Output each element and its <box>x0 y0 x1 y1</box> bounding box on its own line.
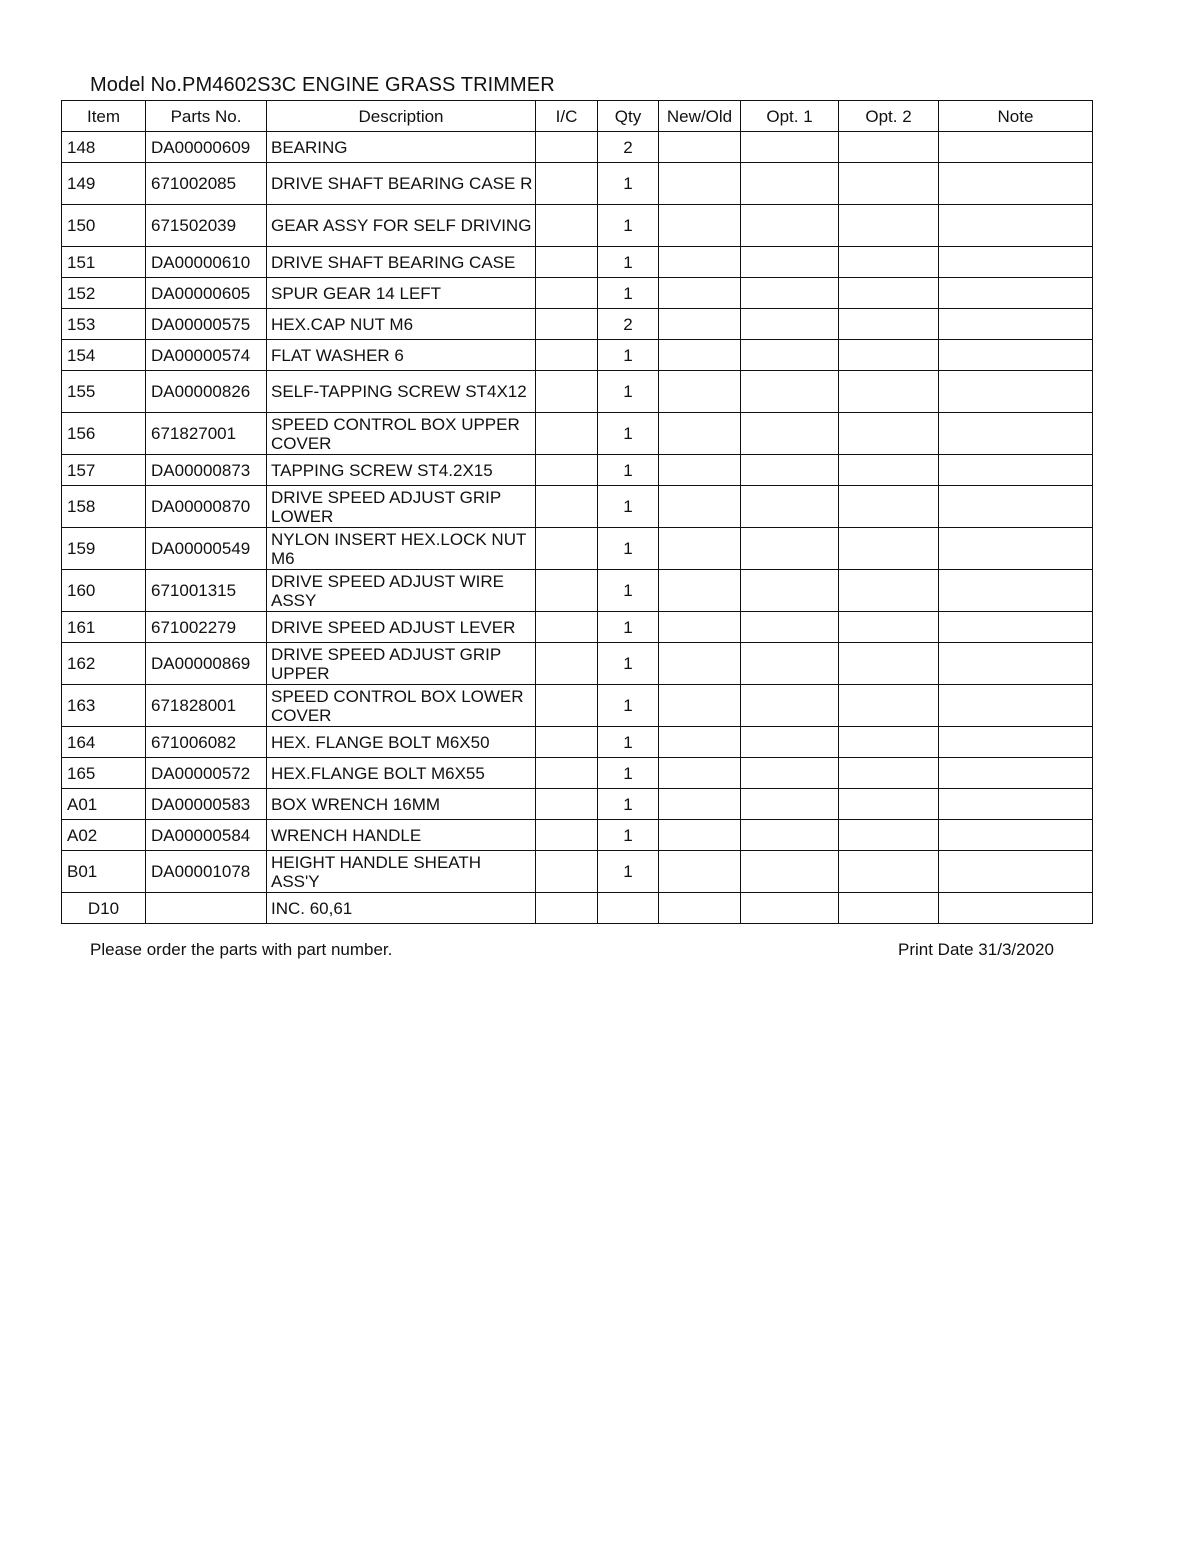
opt1-cell <box>741 371 839 413</box>
new-old-cell <box>659 486 741 528</box>
new-old-cell <box>659 528 741 570</box>
column-header-note: Note <box>939 101 1093 132</box>
item-cell: 148 <box>62 132 146 163</box>
parts-no-cell: 671502039 <box>146 205 267 247</box>
table-row <box>62 528 1093 570</box>
note-cell <box>939 758 1093 789</box>
opt2-cell <box>839 247 939 278</box>
parts-no-cell: DA00000574 <box>146 340 267 371</box>
opt1-cell <box>741 486 839 528</box>
ic-cell <box>536 486 598 528</box>
parts-no-cell: DA00001078 <box>146 851 267 893</box>
parts-no-cell: 671828001 <box>146 685 267 727</box>
table-row <box>62 278 1093 309</box>
item-cell: 149 <box>62 163 146 205</box>
item-cell: A02 <box>62 820 146 851</box>
column-header-item: Item <box>62 101 146 132</box>
new-old-cell <box>659 893 741 924</box>
qty-cell: 1 <box>598 643 659 685</box>
description-cell: DRIVE SPEED ADJUST GRIP LOWER <box>267 486 536 528</box>
item-cell: 156 <box>62 413 146 455</box>
ic-cell <box>536 340 598 371</box>
note-cell <box>939 371 1093 413</box>
qty-cell: 1 <box>598 278 659 309</box>
table-row <box>62 309 1093 340</box>
description-cell: GEAR ASSY FOR SELF DRIVING <box>267 205 536 247</box>
table-row <box>62 340 1093 371</box>
note-cell <box>939 643 1093 685</box>
ic-cell <box>536 820 598 851</box>
new-old-cell <box>659 643 741 685</box>
parts-no-cell: DA00000870 <box>146 486 267 528</box>
table-row <box>62 371 1093 413</box>
table-row <box>62 612 1093 643</box>
ic-cell <box>536 247 598 278</box>
table-row <box>62 163 1093 205</box>
description-cell: FLAT WASHER 6 <box>267 340 536 371</box>
new-old-cell <box>659 758 741 789</box>
table-row <box>62 643 1093 685</box>
column-header-description: Description <box>267 101 536 132</box>
opt1-cell <box>741 278 839 309</box>
qty-cell: 1 <box>598 758 659 789</box>
table-row <box>62 893 1093 924</box>
table-row <box>62 205 1093 247</box>
description-cell: DRIVE SPEED ADJUST WIRE ASSY <box>267 570 536 612</box>
opt2-cell <box>839 685 939 727</box>
item-cell: 154 <box>62 340 146 371</box>
description-cell: NYLON INSERT HEX.LOCK NUT M6 <box>267 528 536 570</box>
table-row <box>62 727 1093 758</box>
item-cell: 162 <box>62 643 146 685</box>
opt2-cell <box>839 413 939 455</box>
new-old-cell <box>659 413 741 455</box>
item-cell: 152 <box>62 278 146 309</box>
table-row <box>62 789 1093 820</box>
parts-no-cell: DA00000605 <box>146 278 267 309</box>
table-row <box>62 851 1093 893</box>
table-header-row <box>62 101 1093 132</box>
qty-cell: 1 <box>598 486 659 528</box>
opt2-cell <box>839 893 939 924</box>
opt1-cell <box>741 851 839 893</box>
opt1-cell <box>741 163 839 205</box>
parts-no-cell: 671827001 <box>146 413 267 455</box>
parts-no-cell: DA00000610 <box>146 247 267 278</box>
item-cell: 161 <box>62 612 146 643</box>
ic-cell <box>536 685 598 727</box>
item-cell: 159 <box>62 528 146 570</box>
opt2-cell <box>839 758 939 789</box>
ic-cell <box>536 758 598 789</box>
opt1-cell <box>741 893 839 924</box>
parts-no-cell: DA00000575 <box>146 309 267 340</box>
document-title: Model No.PM4602S3C ENGINE GRASS TRIMMER <box>90 74 555 96</box>
description-cell: SELF-TAPPING SCREW ST4X12 <box>267 371 536 413</box>
item-cell: A01 <box>62 789 146 820</box>
opt1-cell <box>741 528 839 570</box>
opt1-cell <box>741 247 839 278</box>
description-cell: SPUR GEAR 14 LEFT <box>267 278 536 309</box>
new-old-cell <box>659 247 741 278</box>
description-cell: DRIVE SPEED ADJUST LEVER <box>267 612 536 643</box>
description-cell: TAPPING SCREW ST4.2X15 <box>267 455 536 486</box>
item-cell: 150 <box>62 205 146 247</box>
ic-cell <box>536 643 598 685</box>
qty-cell: 1 <box>598 612 659 643</box>
parts-no-cell: 671001315 <box>146 570 267 612</box>
opt2-cell <box>839 309 939 340</box>
parts-no-cell: 671006082 <box>146 727 267 758</box>
qty-cell: 1 <box>598 570 659 612</box>
opt1-cell <box>741 132 839 163</box>
qty-cell: 1 <box>598 163 659 205</box>
new-old-cell <box>659 820 741 851</box>
qty-cell: 1 <box>598 820 659 851</box>
description-cell: SPEED CONTROL BOX UPPER COVER <box>267 413 536 455</box>
opt2-cell <box>839 371 939 413</box>
opt2-cell <box>839 820 939 851</box>
note-cell <box>939 820 1093 851</box>
item-cell: 153 <box>62 309 146 340</box>
qty-cell: 1 <box>598 371 659 413</box>
item-cell: 157 <box>62 455 146 486</box>
opt1-cell <box>741 685 839 727</box>
ic-cell <box>536 205 598 247</box>
parts-no-cell: DA00000584 <box>146 820 267 851</box>
table-row <box>62 758 1093 789</box>
ic-cell <box>536 789 598 820</box>
column-header-ic: I/C <box>536 101 598 132</box>
item-cell: D10 <box>62 893 146 924</box>
opt1-cell <box>741 340 839 371</box>
description-cell: DRIVE SHAFT BEARING CASE <box>267 247 536 278</box>
ic-cell <box>536 612 598 643</box>
new-old-cell <box>659 685 741 727</box>
note-cell <box>939 309 1093 340</box>
opt1-cell <box>741 789 839 820</box>
note-cell <box>939 455 1093 486</box>
ic-cell <box>536 893 598 924</box>
note-cell <box>939 789 1093 820</box>
description-cell: BOX WRENCH 16MM <box>267 789 536 820</box>
ic-cell <box>536 132 598 163</box>
note-cell <box>939 851 1093 893</box>
opt1-cell <box>741 570 839 612</box>
new-old-cell <box>659 851 741 893</box>
new-old-cell <box>659 132 741 163</box>
opt2-cell <box>839 612 939 643</box>
note-cell <box>939 247 1093 278</box>
table-row <box>62 486 1093 528</box>
qty-cell: 1 <box>598 727 659 758</box>
opt1-cell <box>741 413 839 455</box>
column-header-new-old: New/Old <box>659 101 741 132</box>
note-cell <box>939 685 1093 727</box>
note-cell <box>939 340 1093 371</box>
column-header-qty: Qty <box>598 101 659 132</box>
note-cell <box>939 893 1093 924</box>
parts-no-cell: 671002085 <box>146 163 267 205</box>
item-cell: 165 <box>62 758 146 789</box>
opt2-cell <box>839 528 939 570</box>
qty-cell <box>598 893 659 924</box>
parts-table <box>61 100 1093 924</box>
parts-no-cell: DA00000873 <box>146 455 267 486</box>
qty-cell: 1 <box>598 340 659 371</box>
item-cell: 158 <box>62 486 146 528</box>
qty-cell: 2 <box>598 309 659 340</box>
parts-no-cell: DA00000549 <box>146 528 267 570</box>
opt1-cell <box>741 643 839 685</box>
ic-cell <box>536 727 598 758</box>
new-old-cell <box>659 455 741 486</box>
note-cell <box>939 413 1093 455</box>
ic-cell <box>536 528 598 570</box>
column-header-parts-no: Parts No. <box>146 101 267 132</box>
opt2-cell <box>839 340 939 371</box>
opt2-cell <box>839 132 939 163</box>
note-cell <box>939 612 1093 643</box>
item-cell: 164 <box>62 727 146 758</box>
qty-cell: 1 <box>598 685 659 727</box>
qty-cell: 1 <box>598 528 659 570</box>
description-cell: HEIGHT HANDLE SHEATH ASS'Y <box>267 851 536 893</box>
note-cell <box>939 727 1093 758</box>
note-cell <box>939 205 1093 247</box>
parts-no-cell: DA00000609 <box>146 132 267 163</box>
opt2-cell <box>839 570 939 612</box>
description-cell: DRIVE SHAFT BEARING CASE R <box>267 163 536 205</box>
qty-cell: 1 <box>598 455 659 486</box>
note-cell <box>939 132 1093 163</box>
table-row <box>62 820 1093 851</box>
ic-cell <box>536 309 598 340</box>
note-cell <box>939 570 1093 612</box>
item-cell: B01 <box>62 851 146 893</box>
opt1-cell <box>741 758 839 789</box>
opt2-cell <box>839 851 939 893</box>
new-old-cell <box>659 163 741 205</box>
note-cell <box>939 278 1093 309</box>
item-cell: 151 <box>62 247 146 278</box>
new-old-cell <box>659 340 741 371</box>
new-old-cell <box>659 205 741 247</box>
parts-no-cell: DA00000869 <box>146 643 267 685</box>
new-old-cell <box>659 570 741 612</box>
table-row <box>62 685 1093 727</box>
note-cell <box>939 163 1093 205</box>
new-old-cell <box>659 309 741 340</box>
new-old-cell <box>659 727 741 758</box>
description-cell: INC. 60,61 <box>267 893 536 924</box>
qty-cell: 1 <box>598 247 659 278</box>
opt1-cell <box>741 727 839 758</box>
order-note: Please order the parts with part number. <box>90 940 393 959</box>
parts-no-cell: 671002279 <box>146 612 267 643</box>
table-row <box>62 247 1093 278</box>
opt1-cell <box>741 820 839 851</box>
new-old-cell <box>659 612 741 643</box>
qty-cell: 1 <box>598 413 659 455</box>
parts-no-cell: DA00000583 <box>146 789 267 820</box>
qty-cell: 1 <box>598 205 659 247</box>
description-cell: WRENCH HANDLE <box>267 820 536 851</box>
qty-cell: 1 <box>598 851 659 893</box>
qty-cell: 1 <box>598 789 659 820</box>
description-cell: DRIVE SPEED ADJUST GRIP UPPER <box>267 643 536 685</box>
ic-cell <box>536 163 598 205</box>
opt2-cell <box>839 278 939 309</box>
print-date: Print Date 31/3/2020 <box>898 940 1054 959</box>
new-old-cell <box>659 789 741 820</box>
opt1-cell <box>741 612 839 643</box>
opt1-cell <box>741 205 839 247</box>
opt1-cell <box>741 455 839 486</box>
ic-cell <box>536 570 598 612</box>
opt2-cell <box>839 205 939 247</box>
ic-cell <box>536 371 598 413</box>
new-old-cell <box>659 278 741 309</box>
opt2-cell <box>839 163 939 205</box>
description-cell: HEX. FLANGE BOLT M6X50 <box>267 727 536 758</box>
description-cell: HEX.FLANGE BOLT M6X55 <box>267 758 536 789</box>
item-cell: 160 <box>62 570 146 612</box>
column-header-opt2: Opt. 2 <box>839 101 939 132</box>
parts-no-cell <box>146 893 267 924</box>
table-row <box>62 455 1093 486</box>
ic-cell <box>536 851 598 893</box>
parts-no-cell: DA00000572 <box>146 758 267 789</box>
note-cell <box>939 528 1093 570</box>
opt2-cell <box>839 486 939 528</box>
parts-no-cell: DA00000826 <box>146 371 267 413</box>
item-cell: 163 <box>62 685 146 727</box>
ic-cell <box>536 278 598 309</box>
opt2-cell <box>839 789 939 820</box>
opt1-cell <box>741 309 839 340</box>
column-header-opt1: Opt. 1 <box>741 101 839 132</box>
opt2-cell <box>839 727 939 758</box>
table-row <box>62 132 1093 163</box>
ic-cell <box>536 455 598 486</box>
qty-cell: 2 <box>598 132 659 163</box>
description-cell: HEX.CAP NUT M6 <box>267 309 536 340</box>
item-cell: 155 <box>62 371 146 413</box>
opt2-cell <box>839 643 939 685</box>
ic-cell <box>536 413 598 455</box>
table-row <box>62 570 1093 612</box>
table-row <box>62 413 1093 455</box>
opt2-cell <box>839 455 939 486</box>
new-old-cell <box>659 371 741 413</box>
description-cell: SPEED CONTROL BOX LOWER COVER <box>267 685 536 727</box>
description-cell: BEARING <box>267 132 536 163</box>
note-cell <box>939 486 1093 528</box>
